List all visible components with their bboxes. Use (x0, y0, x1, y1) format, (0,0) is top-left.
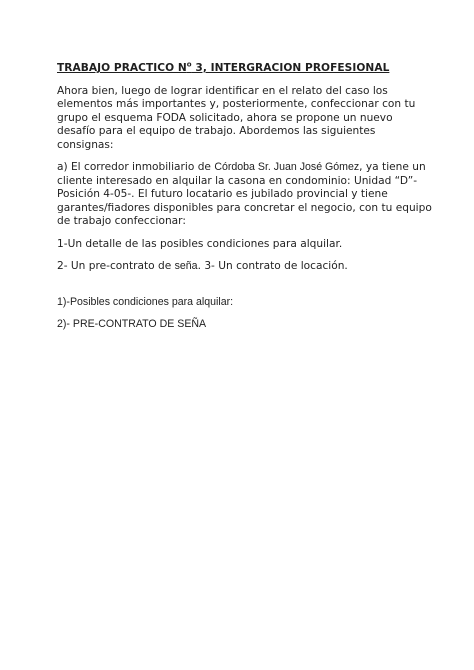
section-2-heading: 2)- PRE-CONTRATO DE SEÑA (57, 318, 207, 330)
item-1: 1-Un detalle de las posibles condiciones para alquilar. (57, 237, 343, 250)
blank-line (57, 283, 434, 296)
item-2 (57, 260, 434, 274)
item-2-part2: seña (174, 260, 198, 272)
intro-paragraph: Ahora bien, luego de lograr identificar en el relato del caso los elementos más importantes y, posteriormente, confeccionar con tu grupo el esquema FODA solicitado, ahora se propone un nuevo desafío para el equipo de trabajo. Abordemos las siguientes consignas: (57, 84, 416, 151)
consigna-a-part3: , ya tiene un cliente interesado en alquilar la casona en condominio: Unidad “D”- Posición 4-05-. El futuro locatario es jubilado provincial y tiene garantes/fiadores disponibles para concretar el negocio, con tu equipo de trabajo confeccionar: (57, 161, 432, 227)
item-2-part1: 2- Un pre-contrato de (57, 260, 175, 272)
consigna-a-paragraph (57, 161, 434, 229)
title-rest: 3, INTERGRACION PROFESIONAL (191, 62, 390, 74)
title-main: TRABAJO PRACTICO N (57, 62, 187, 74)
title-superscript: o (186, 60, 192, 69)
consigna-a-part1: a) El corredor inmobiliario de (57, 161, 215, 173)
section-1-heading: 1)-Posibles condiciones para alquilar: (57, 295, 234, 308)
document-title (57, 62, 434, 76)
consigna-a-part2: Córdoba Sr. Juan José Gómez (214, 161, 360, 173)
item-2-part3: . 3- Un contrato de locación. (197, 260, 348, 272)
